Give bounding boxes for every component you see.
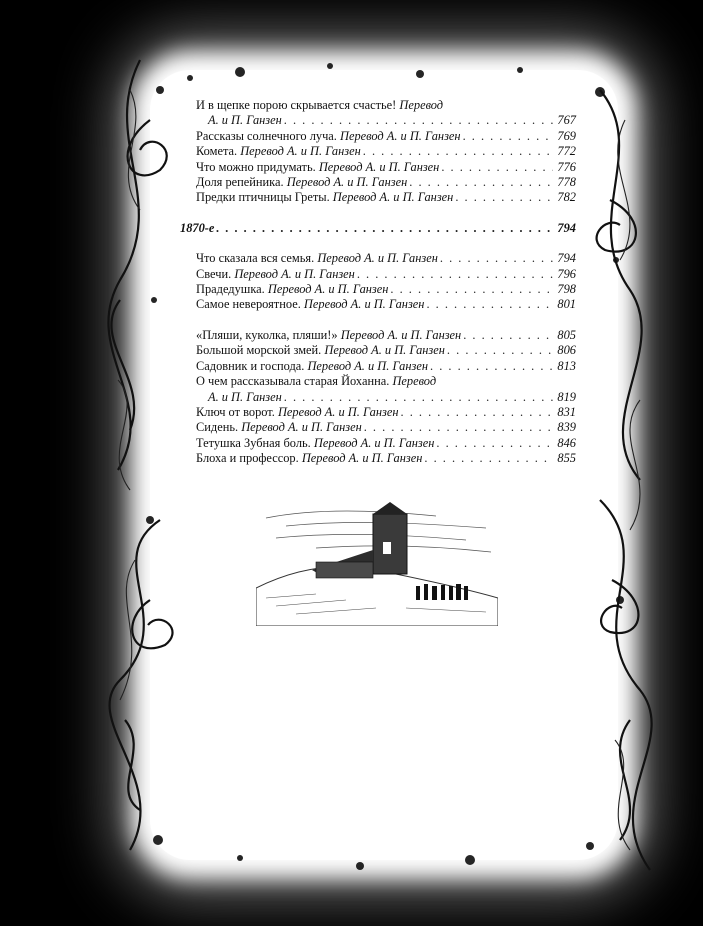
page-number: 794 [557,251,576,266]
toc-entry-title-line: О чем рассказывала старая Йоханна. Перевод [196,374,437,389]
page-number: 819 [557,389,576,404]
toc-entry: Свечи. Перевод А. и П. Ганзен . . . 796 [196,267,576,282]
page-number: 806 [557,343,576,358]
page-number: 778 [557,175,576,190]
toc-entry: Блоха и профессор. Перевод А. и П. Ганзен . . . 855 [196,451,576,466]
page-number: 782 [557,190,576,205]
toc-entry: «Пляши, куколка, пляши!» Перевод А. и П. Ганзен . . . 805 [196,328,576,343]
toc-entry: Тетушка Зубная боль. Перевод А. и П. Ганзен . . . 846 [196,436,576,451]
page-number: 805 [557,327,576,342]
page-number: 769 [557,128,576,143]
toc-entry: Доля репейника. Перевод А. и П. Ганзен . . . 778 [196,175,576,190]
toc-entry: Ключ от ворот. Перевод А. и П. Ганзен . . . 831 [196,405,576,420]
page-number: 772 [557,144,576,159]
toc-entry: Самое невероятное. Перевод А. и П. Ганзен . . . 801 [196,297,576,312]
toc-entry-title-line: И в щепке порою скрывается счастье! Перевод [196,98,444,112]
page-number: 839 [557,420,576,435]
church-illustration [256,498,498,626]
toc-entry: Сидень. Перевод А. и П. Ганзен . . . 839 [196,420,576,435]
page-number: 813 [557,358,576,373]
toc-entry: Комета. Перевод А. и П. Ганзен . . . 772 [196,144,576,159]
page-number: 801 [557,297,576,312]
toc-entry: Что сказала вся семья. Перевод А. и П. Ганзен . . . 794 [196,251,576,266]
page-number: 846 [557,435,576,450]
toc-entry: Предки птичницы Греты. Перевод А. и П. Ганзен . . . 782 [196,190,576,205]
toc-entry: А. и П. Ганзен . . . 767 [196,113,576,128]
page-number: 796 [557,266,576,281]
page-number: 794 [557,220,576,235]
page-number: 831 [557,404,576,419]
toc-entry: Что можно придумать. Перевод А. и П. Ганзен . . . 776 [196,160,576,175]
toc-section-heading: 1870-е . . . 794 [180,221,576,236]
page-number: 767 [557,113,576,128]
toc-entry: Прадедушка. Перевод А. и П. Ганзен . . . 798 [196,282,576,297]
page-number: 855 [557,451,576,466]
table-of-contents [180,98,576,467]
toc-entry: Большой морской змей. Перевод А. и П. Ганзен . . . 806 [196,343,576,358]
page-number: 798 [557,282,576,297]
toc-entry: Рассказы солнечного луча. Перевод А. и П. Ганзен . . . 769 [196,129,576,144]
toc-entry: Садовник и господа. Перевод А. и П. Ганзен . . . 813 [196,359,576,374]
toc-entry: А. и П. Ганзен . . . 819 [196,390,576,405]
page-number: 776 [557,159,576,174]
